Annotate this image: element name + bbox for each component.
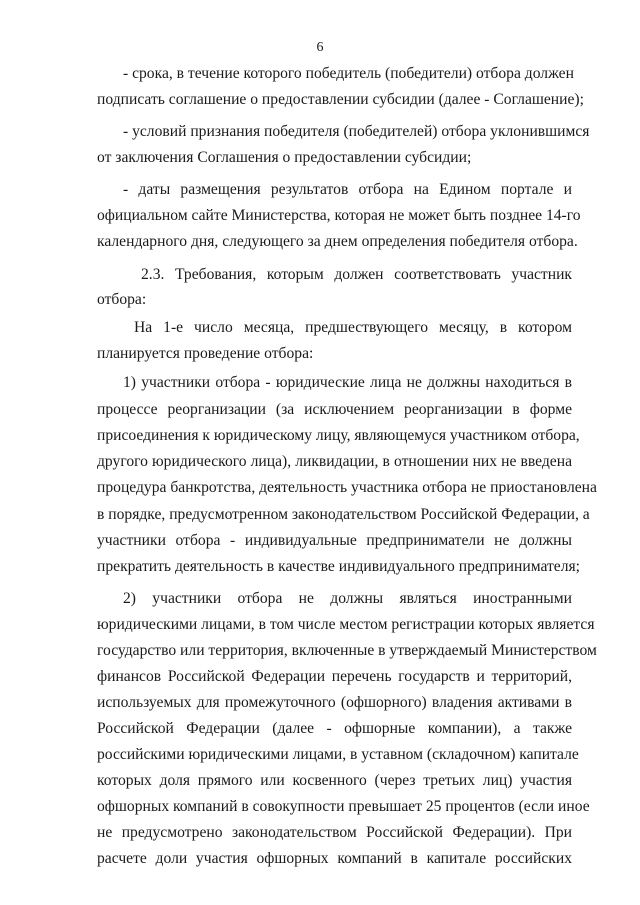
text-line: участники отбора - индивидуальные предприниматели не должны xyxy=(97,532,572,549)
text-line: Российской Федерации (далее - офшорные компании), а также xyxy=(97,720,572,737)
text-line: процедура банкротства, деятельность участника отбора не приостановлена xyxy=(97,479,597,496)
list-item-1: 1) участники отбора - юридические лица не должны находиться в xyxy=(123,374,572,391)
text-line: которых доля прямого или косвенного (через третьих лиц) участия xyxy=(97,772,572,789)
text-line: - даты размещения результатов отбора на Едином портале и xyxy=(123,181,572,198)
text-line: официальном сайте Министерства, которая не может быть позднее 14-го xyxy=(97,207,581,224)
list-item-2: 2) участники отбора не должны являться иностранными xyxy=(123,590,572,607)
text-line: юридическими лицами, в том числе местом регистрации которых является xyxy=(97,616,595,633)
text-line: от заключения Соглашения о предоставлении субсидии; xyxy=(97,149,472,166)
text-line: не предусмотрено законодательством Российской Федерации). При xyxy=(97,824,572,841)
text-line: отбора: xyxy=(97,291,147,308)
text-line: присоединения к юридическому лицу, являющемуся участником отбора, xyxy=(97,427,580,444)
section-heading-2-3: 2.3. Требования, которым должен соответствовать участник xyxy=(141,266,572,283)
text-line: календарного дня, следующего за днем определения победителя отбора. xyxy=(97,233,578,250)
text-line: офшорных компаний в совокупности превышает 25 процентов (если иное xyxy=(97,798,590,815)
text-line: На 1-е число месяца, предшествующего месяцу, в котором xyxy=(134,319,572,336)
text-line: подписать соглашение о предоставлении субсидии (далее - Соглашение); xyxy=(97,91,584,108)
text-line: - условий признания победителя (победителей) отбора уклонившимся xyxy=(123,123,590,140)
text-line: в порядке, предусмотренном законодательством Российской Федерации, а xyxy=(97,506,590,523)
text-line: расчете доли участия офшорных компаний в капитале российских xyxy=(97,850,572,867)
text-line: прекратить деятельность в качестве индивидуального предпринимателя; xyxy=(97,558,581,575)
text-line: другого юридического лица), ликвидации, в отношении них не введена xyxy=(97,453,572,470)
text-line: процессе реорганизации (за исключением реорганизации в форме xyxy=(97,401,572,418)
text-line: планируется проведение отбора: xyxy=(97,345,314,362)
text-line: российскими юридическими лицами, в уставном (складочном) капитале xyxy=(97,746,579,763)
text-line: используемых для промежуточного (офшорного) владения активами в xyxy=(97,694,572,711)
text-line: финансов Российской Федерации перечень государств и территорий, xyxy=(97,668,572,685)
text-line: государство или территория, включенные в утверждаемый Министерством xyxy=(97,642,597,659)
page-number: 6 xyxy=(316,40,324,55)
text-line: - срока, в течение которого победитель (победители) отбора должен xyxy=(123,65,574,82)
